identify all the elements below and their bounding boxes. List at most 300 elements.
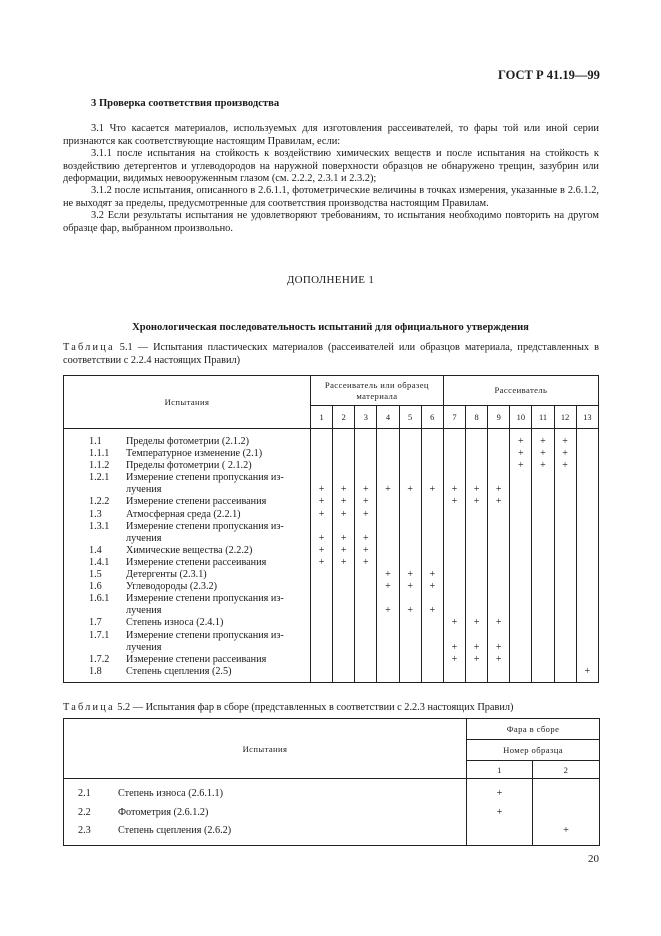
test-mark: +	[385, 569, 391, 581]
test-mark	[355, 630, 376, 642]
test-mark	[444, 436, 465, 448]
test-mark: +	[518, 460, 524, 472]
test-mark	[466, 545, 487, 557]
test-mark	[400, 521, 421, 533]
test-mark	[400, 472, 421, 484]
row-test-name: Химические вещества (2.2.2)	[126, 544, 253, 556]
test-mark	[355, 581, 376, 593]
row-test-name: Степень износа (2.4.1)	[126, 617, 224, 629]
row-number: 1.1	[89, 436, 102, 447]
table2-mark-column	[533, 779, 600, 846]
row-number: 2.1	[78, 788, 91, 799]
table-row	[64, 617, 310, 629]
test-mark	[532, 472, 553, 484]
row-number	[64, 484, 126, 496]
row-test-name: Измерение степени рассеивания	[126, 653, 267, 665]
row-number: 1.7.2	[89, 653, 110, 665]
test-mark	[400, 654, 421, 666]
test-mark	[444, 666, 465, 678]
test-mark: +	[385, 605, 391, 617]
test-mark	[444, 581, 465, 593]
test-mark	[555, 569, 576, 581]
test-mark: +	[473, 496, 480, 508]
test-mark	[510, 593, 531, 605]
test-mark	[377, 593, 398, 605]
table2-caption	[63, 702, 599, 715]
test-mark	[577, 654, 598, 666]
test-mark	[444, 545, 465, 557]
test-mark	[510, 545, 531, 557]
table1-mark-column	[576, 429, 598, 683]
test-mark	[577, 630, 598, 642]
paragraph-3-1: 3.1 Что касается материалов, используемых для изготовления рассеивателей, то фары той или иной серии признаются как соответствующие настоящим Правилам, если:	[63, 123, 599, 147]
test-mark	[355, 617, 376, 629]
table2-header-group: Фара в сборе	[467, 719, 600, 740]
test-mark	[444, 533, 465, 545]
test-mark	[422, 545, 443, 557]
test-mark: +	[363, 532, 369, 544]
test-mark: +	[363, 484, 369, 496]
test-mark	[488, 569, 509, 581]
table-row	[64, 822, 466, 841]
test-mark	[466, 533, 487, 545]
table-row	[64, 785, 466, 804]
row-number: 1.7	[89, 617, 102, 629]
test-mark	[311, 472, 332, 484]
test-mark	[355, 448, 376, 460]
test-mark	[577, 496, 598, 508]
test-mark	[311, 666, 332, 678]
test-mark	[355, 593, 376, 605]
test-mark	[377, 509, 398, 521]
test-mark	[488, 460, 509, 472]
table-row	[64, 484, 310, 496]
test-mark: +	[363, 496, 369, 508]
table1-col-number: 12	[554, 406, 576, 429]
test-mark	[577, 533, 598, 545]
test-mark	[400, 593, 421, 605]
test-mark	[510, 484, 531, 496]
test-mark	[510, 521, 531, 533]
row-test-name: Измерение степени пропускания из-	[126, 593, 284, 605]
table-row	[64, 436, 310, 448]
table-row	[64, 605, 310, 617]
test-mark	[532, 484, 553, 496]
test-mark	[466, 472, 487, 484]
test-mark	[577, 448, 598, 460]
test-mark: +	[385, 484, 391, 496]
document-header: ГОСТ Р 41.19—99	[498, 68, 600, 82]
test-mark	[488, 593, 509, 605]
table-row	[64, 593, 310, 605]
test-mark	[422, 617, 443, 629]
test-mark	[422, 654, 443, 666]
row-number: 1.6.1	[89, 593, 110, 605]
test-mark	[466, 593, 487, 605]
test-mark: +	[495, 641, 502, 653]
test-mark	[422, 472, 443, 484]
test-mark: +	[451, 617, 458, 629]
table1-mark-column	[333, 429, 355, 683]
test-mark	[532, 581, 553, 593]
table-row	[64, 521, 310, 533]
test-mark: +	[562, 460, 568, 472]
test-mark	[510, 533, 531, 545]
test-mark: +	[340, 556, 347, 568]
row-test-name: Измерение степени пропускания из-	[126, 472, 284, 484]
test-mark	[577, 642, 598, 654]
row-number	[64, 642, 126, 654]
test-mark	[377, 533, 398, 545]
test-mark: +	[340, 508, 347, 520]
section-title: 3 Проверка соответствия производства	[91, 98, 280, 109]
table1-col-number: 2	[333, 406, 355, 429]
table-row	[64, 448, 310, 460]
test-mark: +	[407, 484, 413, 496]
test-mark	[466, 448, 487, 460]
table1-header-group1: Рассеиватель или образец материала	[311, 376, 444, 406]
test-mark	[532, 569, 553, 581]
table1-mark-column	[532, 429, 554, 683]
test-mark	[400, 533, 421, 545]
test-mark: +	[407, 605, 413, 617]
table1-mark-column	[355, 429, 377, 683]
test-mark	[577, 581, 598, 593]
test-mark: +	[429, 581, 436, 593]
test-mark	[532, 545, 553, 557]
test-mark	[532, 593, 553, 605]
test-mark	[333, 605, 354, 617]
test-mark	[488, 666, 509, 678]
row-test-name: Измерение степени рассеивания	[126, 556, 267, 568]
table1-col-number: 1	[311, 406, 333, 429]
test-mark	[555, 581, 576, 593]
row-number: 1.6	[89, 581, 102, 593]
test-mark	[422, 509, 443, 521]
test-mark	[400, 448, 421, 460]
test-mark	[488, 509, 509, 521]
test-mark	[555, 666, 576, 678]
test-mark	[400, 436, 421, 448]
test-mark: +	[318, 556, 325, 568]
test-mark	[333, 666, 354, 678]
test-mark	[311, 630, 332, 642]
row-test-name: Температурное изменение (2.1)	[126, 448, 263, 460]
test-mark: +	[318, 508, 325, 520]
test-mark	[333, 460, 354, 472]
table1-col-number: 5	[399, 406, 421, 429]
test-mark	[577, 436, 598, 448]
row-number: 1.1.1	[89, 448, 110, 460]
row-test-name: лучения	[126, 605, 162, 617]
row-test-name: Степень сцепления (2.6.2)	[118, 825, 232, 836]
test-mark: +	[407, 569, 413, 581]
test-mark: +	[495, 484, 502, 496]
test-mark	[532, 521, 553, 533]
table-row	[64, 533, 310, 545]
test-mark	[333, 642, 354, 654]
row-number: 1.8	[89, 665, 102, 677]
table1-caption	[63, 342, 599, 367]
test-mark	[377, 642, 398, 654]
row-number: 1.4.1	[89, 556, 110, 568]
test-mark	[311, 521, 332, 533]
test-mark	[422, 448, 443, 460]
test-mark	[577, 617, 598, 629]
test-mark	[532, 496, 553, 508]
row-test-name: лучения	[126, 532, 162, 544]
test-mark	[444, 460, 465, 472]
row-test-name: Пределы фотометрии (2.1.2)	[126, 436, 250, 447]
table1-header-tests: Испытания	[64, 376, 311, 429]
table2-header-subgroup: Номер образца	[467, 740, 600, 761]
table1-col-number: 10	[510, 406, 532, 429]
table2	[63, 718, 600, 846]
test-mark	[488, 557, 509, 569]
test-mark	[400, 557, 421, 569]
test-mark	[555, 605, 576, 617]
test-mark	[422, 533, 443, 545]
test-mark	[555, 630, 576, 642]
test-mark	[355, 654, 376, 666]
test-mark	[333, 521, 354, 533]
test-mark	[555, 509, 576, 521]
test-mark	[311, 605, 332, 617]
table1-col-number: 4	[377, 406, 399, 429]
test-mark	[532, 557, 553, 569]
test-mark: +	[318, 532, 325, 544]
test-mark	[355, 569, 376, 581]
table1-mark-column	[510, 429, 532, 683]
test-mark	[333, 569, 354, 581]
paragraph-3-1-1: 3.1.1 после испытания на стойкость к воздействию химических веществ и после испытания на стойкость к воздействию детергентов и углеводородов на наружной поверхности образцов не обнаружено трещин, зазубрин или деформации, видимых невооруженным глазом (см. 2.2.2, 2.3.1 и 2.3.2);	[63, 148, 599, 185]
test-mark	[510, 472, 531, 484]
table-row	[64, 509, 310, 521]
test-mark	[533, 804, 599, 823]
table1-mark-column	[554, 429, 576, 683]
test-mark	[466, 581, 487, 593]
test-mark	[488, 448, 509, 460]
test-mark: +	[451, 641, 458, 653]
test-mark: +	[451, 496, 458, 508]
test-mark	[355, 521, 376, 533]
test-mark	[422, 630, 443, 642]
table2-caption-text: 5.2 — Испытания фар в сборе (представленных в соответствии с 2.2.3 настоящих Правил)	[117, 702, 514, 713]
test-mark: +	[496, 788, 503, 799]
table1-mark-column	[311, 429, 333, 683]
test-mark	[488, 545, 509, 557]
test-mark	[555, 642, 576, 654]
test-mark	[466, 557, 487, 569]
test-mark	[311, 436, 332, 448]
page-number: 20	[588, 853, 599, 865]
test-mark	[510, 557, 531, 569]
test-mark: +	[318, 496, 325, 508]
test-mark	[333, 593, 354, 605]
test-mark	[577, 460, 598, 472]
test-mark	[488, 521, 509, 533]
test-mark: +	[451, 653, 458, 665]
test-mark	[510, 581, 531, 593]
row-number: 1.4	[89, 544, 102, 556]
test-mark	[377, 557, 398, 569]
test-mark	[555, 472, 576, 484]
test-mark	[355, 436, 376, 448]
test-mark	[488, 581, 509, 593]
test-mark	[333, 436, 354, 448]
test-mark	[510, 509, 531, 521]
test-mark	[377, 460, 398, 472]
appendix-title: ДОПОЛНЕНИЕ 1	[286, 274, 375, 286]
test-mark: +	[584, 665, 591, 677]
test-mark	[555, 545, 576, 557]
row-number: 1.5	[89, 569, 102, 581]
test-mark: +	[451, 484, 458, 496]
table1-mark-column	[377, 429, 399, 683]
test-mark	[577, 484, 598, 496]
test-mark	[555, 496, 576, 508]
test-mark	[444, 557, 465, 569]
test-mark	[444, 630, 465, 642]
test-mark	[333, 617, 354, 629]
test-mark	[377, 545, 398, 557]
test-mark	[488, 436, 509, 448]
test-mark	[510, 666, 531, 678]
test-mark	[488, 533, 509, 545]
row-number: 1.3	[89, 508, 102, 520]
row-test-name: Фотометрия (2.6.1.2)	[118, 806, 209, 818]
test-mark	[444, 521, 465, 533]
test-mark	[555, 654, 576, 666]
test-mark	[466, 605, 487, 617]
table2-col-number: 2	[533, 761, 600, 779]
table1-mark-column	[443, 429, 465, 683]
test-mark: +	[540, 460, 546, 472]
test-mark	[577, 569, 598, 581]
test-mark	[510, 496, 531, 508]
table1-caption-label: Таблица	[63, 342, 115, 353]
test-mark	[444, 569, 465, 581]
test-mark	[422, 666, 443, 678]
test-mark	[422, 521, 443, 533]
test-mark	[488, 605, 509, 617]
test-mark: +	[518, 436, 524, 447]
test-mark	[355, 460, 376, 472]
test-mark	[400, 496, 421, 508]
test-mark	[355, 472, 376, 484]
table1-caption-text: 5.1 — Испытания пластических материалов (рассеивателей или образцов материала, представленных в соответствии с 2.2.4 настоящих Правил)	[63, 342, 599, 366]
test-mark	[488, 472, 509, 484]
test-mark	[577, 509, 598, 521]
paragraph-3-1-2: 3.1.2 после испытания, описанного в 2.6.1.1, фотометрические величины в точках измерения, указанные в 2.6.1.2, не выходят за пределы, предусмотренные для соответствия производства настоящим Правилам.	[63, 185, 599, 209]
test-mark	[377, 436, 398, 448]
test-mark	[400, 460, 421, 472]
table2-mark-column	[467, 779, 533, 846]
test-mark	[400, 509, 421, 521]
test-mark	[532, 642, 553, 654]
test-mark	[311, 581, 332, 593]
test-mark	[444, 472, 465, 484]
test-mark	[467, 822, 532, 841]
test-mark: +	[407, 581, 413, 593]
table2-header-tests: Испытания	[64, 719, 467, 779]
test-mark	[377, 630, 398, 642]
test-mark	[377, 521, 398, 533]
test-mark: +	[340, 484, 347, 496]
table1-col-number: 11	[532, 406, 554, 429]
test-mark	[444, 448, 465, 460]
test-mark	[577, 472, 598, 484]
test-mark: +	[473, 484, 480, 496]
table1-col-number: 6	[421, 406, 443, 429]
row-test-name: Атмосферная среда (2.2.1)	[126, 508, 241, 520]
test-mark: +	[340, 544, 347, 556]
test-mark	[355, 666, 376, 678]
test-mark	[400, 666, 421, 678]
test-mark	[422, 593, 443, 605]
test-mark	[333, 654, 354, 666]
test-mark	[555, 521, 576, 533]
test-mark	[355, 605, 376, 617]
test-mark	[400, 545, 421, 557]
row-number: 1.2.2	[89, 496, 110, 508]
table1-mark-column	[421, 429, 443, 683]
test-mark	[333, 472, 354, 484]
test-mark: +	[495, 653, 502, 665]
test-mark	[444, 593, 465, 605]
test-mark	[333, 581, 354, 593]
table-row	[64, 460, 310, 472]
test-mark	[311, 642, 332, 654]
table1-mark-column	[399, 429, 421, 683]
test-mark: +	[540, 448, 546, 460]
test-mark	[444, 509, 465, 521]
row-number: 1.2.1	[89, 472, 110, 484]
test-mark: +	[363, 544, 369, 556]
test-mark: +	[429, 569, 436, 581]
test-mark: +	[363, 556, 369, 568]
test-mark	[377, 654, 398, 666]
row-test-name: лучения	[126, 641, 162, 653]
test-mark	[577, 545, 598, 557]
test-mark: +	[429, 605, 436, 617]
row-test-name: Углеводороды (2.3.2)	[126, 581, 218, 593]
test-mark: +	[340, 496, 347, 508]
test-mark	[311, 593, 332, 605]
test-mark	[377, 448, 398, 460]
test-mark	[510, 654, 531, 666]
table2-caption-label: Таблица	[63, 702, 115, 713]
test-mark	[466, 666, 487, 678]
test-mark	[532, 533, 553, 545]
test-mark	[532, 654, 553, 666]
test-mark	[355, 642, 376, 654]
table2-tests-column	[64, 779, 467, 846]
table1-mark-column	[488, 429, 510, 683]
table1-col-number: 3	[355, 406, 377, 429]
test-mark	[577, 605, 598, 617]
test-mark: +	[495, 617, 502, 629]
test-mark: +	[385, 581, 391, 593]
test-mark: +	[563, 825, 569, 836]
test-mark	[422, 642, 443, 654]
table1-col-number: 7	[443, 406, 465, 429]
test-mark	[377, 666, 398, 678]
test-mark: +	[473, 653, 480, 665]
test-mark: +	[562, 436, 568, 447]
chronology-title: Хронологическая последовательность испытаний для официального утверждения	[132, 322, 529, 333]
table-row	[64, 666, 310, 678]
